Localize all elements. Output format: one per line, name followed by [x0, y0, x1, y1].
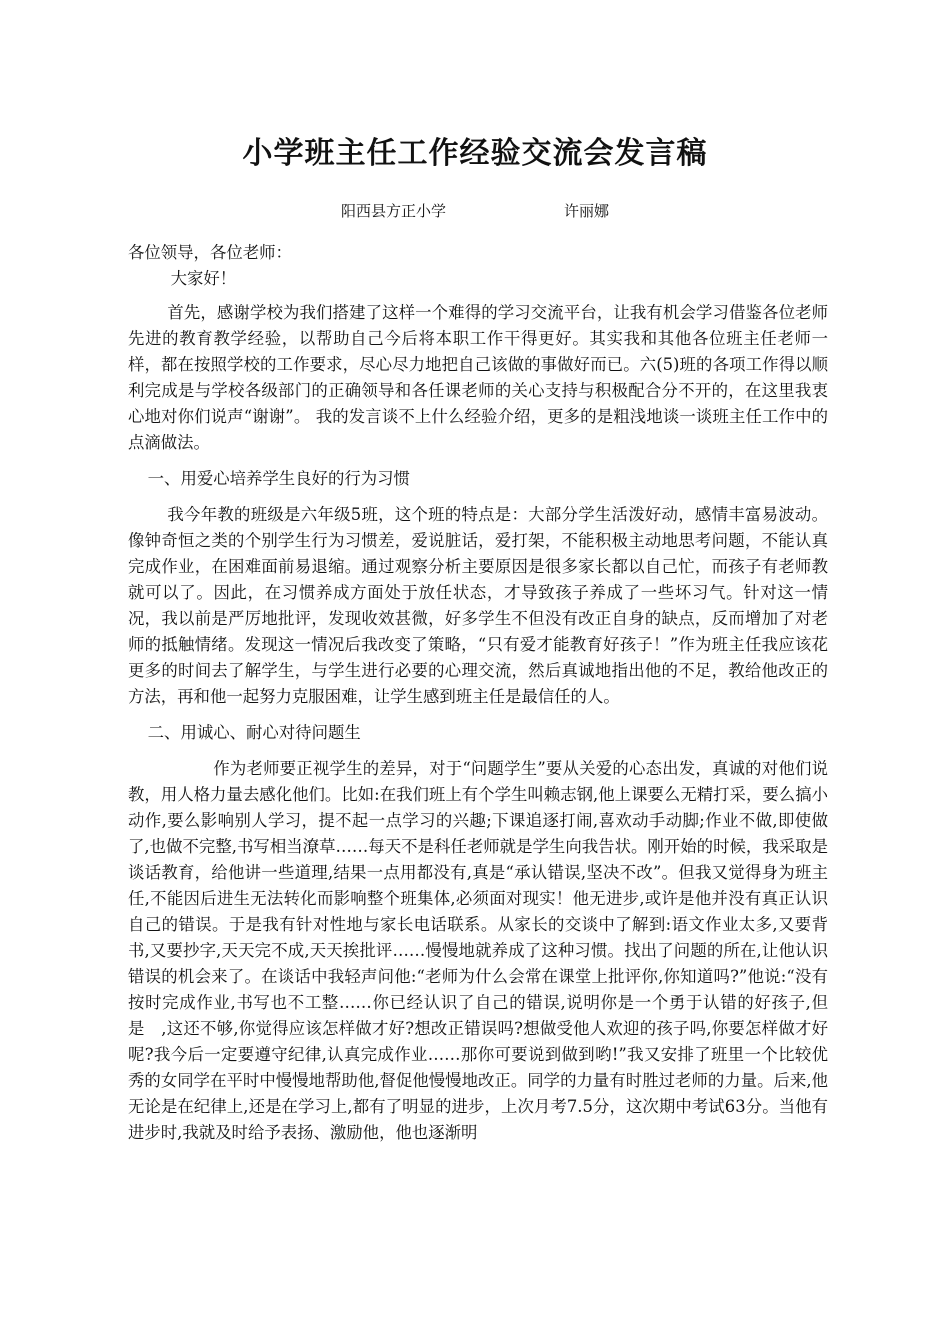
document-body: [128, 240, 828, 1146]
paragraph-section-2: 作为老师要正视学生的差异，对于“问题学生”要从关爱的心态出发，真诚的对他们说教，用人格力量去感化他们。比如:在我们班上有个学生叫赖志钢,他上课要么无精打采，要么搞小动作,要么影响别人学习，提不起一点学习的兴趣;下课追逐打闹,喜欢动手动脚;作业不做,即使做了,也做不完整,书写相当潦草……每天不是科任老师就是学生向我告状。刚开始的时候，我采取是谈话教育，给他讲一些道理,结果一点用都没有,真是“承认错误,坚决不改”。但我又觉得身为班主任,不能因后进生无法转化而影响整个班集体,必须面对现实！他无进步,或许是他并没有真正认识自己的错误。于是我有针对性地与家长电话联系。从家长的交谈中了解到:语文作业太多,又要背书,又要抄字,天天完不成,天天挨批评……慢慢地就养成了这种习惯。找出了问题的所在,让他认识错误的机会来了。在谈话中我轻声问他:“老师为什么会常在课堂上批评你,你知道吗?”他说:“没有按时完成作业,书写也不工整……你已经认识了自己的错误,说明你是一个勇于认错的好孩子,但是 ,这还不够,你觉得应该怎样做才好?想改正错误吗?想做受他人欢迎的孩子吗,你要怎样做才好呢?我今后一定要遵守纪律,认真完成作业……那你可要说到做到哟!”我又安排了班里一个比较优秀的女同学在平时中慢慢地帮助他,督促他慢慢地改正。同学的力量有时胜过老师的力量。后来,他无论是在纪律上,还是在学习上,都有了明显的进步，上次月考7.5分，这次期中考试63分。当他有进步时,我就及时给予表扬、激励他，他也逐渐明: [128, 759, 828, 1142]
salutation: 各位领导，各位老师：: [128, 243, 292, 262]
byline: [0, 200, 950, 221]
section-heading-1: 一、用爱心培养学生良好的行为习惯: [147, 469, 410, 488]
paragraph-section-1: 我今年教的班级是六年级5班，这个班的特点是：大部分学生活泼好动，感情丰富易波动。像钟奇恒之类的个别学生行为习惯差，爱说脏话，爱打架，不能积极主动地思考问题，不能认真完成作业，在困难面前易退缩。通过观察分析主要原因是很多家长都以自己忙，而孩子有老师教就可以了。因此，在习惯养成方面处于放任状态，才导致孩子养成了一些坏习气。针对这一情况，我以前是严厉地批评，发现收效甚微，好多学生不但没有改正自身的缺点，反而增加了对老师的抵触情绪。发现这一情况后我改变了策略，“只有爱才能教育好孩子！”作为班主任我应该花更多的时间去了解学生，与学生进行必要的心理交流，然后真诚地指出他的不足，教给他改正的方法，再和他一起努力克服困难，让学生感到班主任是最信任的人。: [128, 505, 828, 706]
section-heading-2: 二、用诚心、耐心对待问题生: [147, 723, 361, 742]
byline-author: 许丽娜: [564, 202, 610, 220]
paragraph-intro: 首先，感谢学校为我们搭建了这样一个难得的学习交流平台，让我有机会学习借鉴各位老师先进的教育教学经验，以帮助自己今后将本职工作干得更好。其实我和其他各位班主任老师一样，都在按照学校的工作要求，尽心尽力地把自己该做的事做好而已。六(5)班的各项工作得以顺利完成是与学校各级部门的正确领导和各任课老师的关心支持与积极配合分不开的，在这里我衷心地对你们说声“谢谢”。 我的发言谈不上什么经验介绍，更多的是粗浅地谈一谈班主任工作中的点滴做法。: [128, 303, 828, 452]
greeting: 大家好！: [170, 269, 237, 288]
document-title: 小学班主任工作经验交流会发言稿: [242, 136, 708, 171]
byline-school: 阳西县方正小学: [340, 202, 446, 220]
